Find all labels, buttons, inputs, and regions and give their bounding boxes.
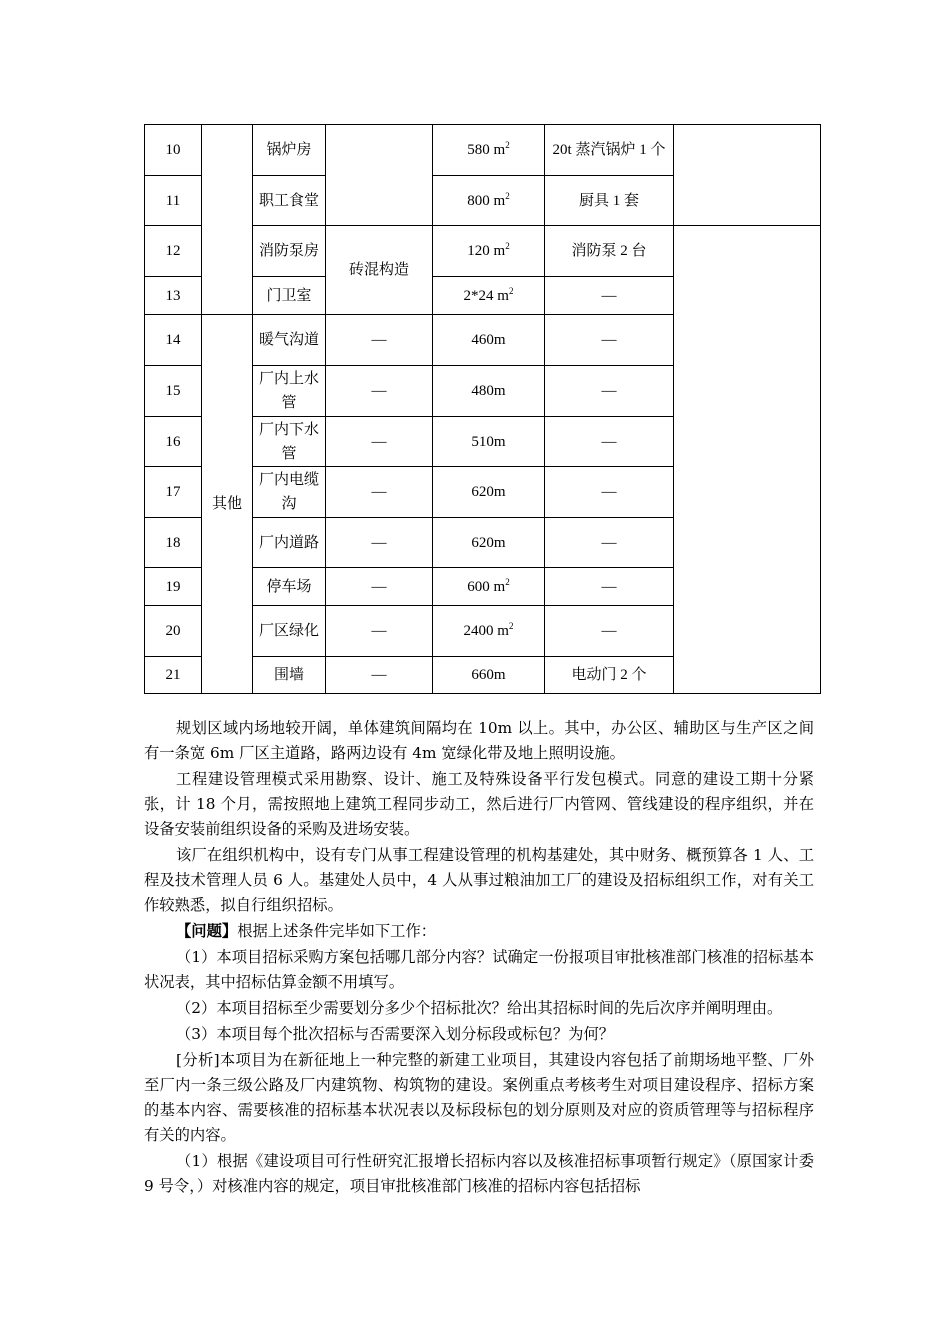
equipment-cell: — bbox=[545, 518, 674, 568]
row-number: 10 bbox=[145, 125, 202, 176]
facility-name: 厂内道路 bbox=[253, 518, 326, 568]
facility-name: 门卫室 bbox=[253, 277, 326, 315]
equipment-cell: 消防泵 2 台 bbox=[545, 226, 674, 277]
area-cell bbox=[433, 417, 545, 467]
area-cell bbox=[433, 277, 545, 315]
area-cell bbox=[433, 657, 545, 694]
area-value: 2*24 m bbox=[463, 287, 509, 304]
facility-table bbox=[144, 124, 821, 694]
area-cell bbox=[433, 125, 545, 176]
equipment-cell: 20t 蒸汽锅炉 1 个 bbox=[545, 125, 674, 176]
equipment-cell: 厨具 1 套 bbox=[545, 176, 674, 226]
paragraph-organization: 该厂在组织机构中，设有专门从事工程建设管理的机构基建处，其中财务、概预算各 1 人、工程及技术管理人员 6 人。基建处人员中，4 人从事过粮油加工厂的建设及招标组织工作，对有关工作较熟悉，拟自行组织招标。 bbox=[144, 846, 814, 914]
structure-cell-empty bbox=[326, 125, 433, 226]
area-cell bbox=[433, 176, 545, 226]
row-number: 19 bbox=[145, 568, 202, 606]
question-label: 【问题】 bbox=[176, 922, 238, 940]
structure-cell: — bbox=[326, 366, 433, 417]
question-1: （1）本项目招标采购方案包括哪几部分内容？试确定一份报项目审批核准部门核准的招标基本状况表，其中招标估算金额不用填写。 bbox=[144, 948, 814, 991]
row-number: 11 bbox=[145, 176, 202, 226]
area-cell bbox=[433, 518, 545, 568]
category-cell-empty bbox=[202, 125, 253, 315]
equipment-cell: — bbox=[545, 606, 674, 657]
facility-name: 厂内下水管 bbox=[253, 417, 326, 467]
structure-merged-cell: 砖混构造 bbox=[326, 226, 433, 315]
area-value: 460m bbox=[471, 332, 506, 348]
row-number: 16 bbox=[145, 417, 202, 467]
area-cell bbox=[433, 315, 545, 366]
facility-name: 厂内上水管 bbox=[253, 366, 326, 417]
area-value: 600 m bbox=[467, 578, 506, 595]
question-heading bbox=[144, 919, 814, 944]
structure-cell: — bbox=[326, 417, 433, 467]
area-unit-exponent: 2 bbox=[508, 621, 514, 631]
row-number: 13 bbox=[145, 277, 202, 315]
area-value: 800 m bbox=[467, 192, 506, 209]
paragraph-site: 规划区域内场地较开阔，单体建筑间隔均在 10m 以上。其中，办公区、辅助区与生产区之间有一条宽 6m 厂区主道路，路两边设有 4m 宽绿化带及地上照明设施。 bbox=[144, 719, 814, 762]
question-2: （2）本项目招标至少需要划分多少个招标批次？给出其招标时间的先后次序并阐明理由。 bbox=[176, 999, 783, 1017]
equipment-cell: — bbox=[545, 568, 674, 606]
body-text bbox=[144, 716, 814, 1200]
row-number: 21 bbox=[145, 657, 202, 694]
question-intro: 根据上述条件完毕如下工作： bbox=[237, 922, 437, 940]
equipment-cell: — bbox=[545, 366, 674, 417]
facility-name: 厂区绿化 bbox=[253, 606, 326, 657]
area-cell bbox=[433, 606, 545, 657]
area-cell bbox=[433, 568, 545, 606]
area-value: 480m bbox=[471, 383, 506, 399]
structure-cell: — bbox=[326, 315, 433, 366]
equipment-cell: 电动门 2 个 bbox=[545, 657, 674, 694]
area-unit-exponent: 2 bbox=[505, 241, 510, 251]
area-cell bbox=[433, 366, 545, 417]
answer-1-paragraph: （1）根据《建设项目可行性研究汇报增长招标内容以及核准招标事项暂行规定》（原国家计委 9 号令，）对核准内容的规定，项目审批核准部门核准的招标内容包括招标 bbox=[144, 1152, 814, 1195]
row-number: 12 bbox=[145, 226, 202, 277]
area-value: 620m bbox=[471, 484, 506, 500]
analysis-paragraph: [分析]本项目为在新征地上一种完整的新建工业项目，其建设内容包括了前期场地平整、厂外至厂内一条三级公路及厂内建筑物、构筑物的建设。案例重点考核考生对项目建设程序、招标方案的基本内容、需要核准的招标基本状况表以及标段标包的划分原则及对应的资质管理等与招标程序有关的内容。 bbox=[144, 1051, 814, 1144]
paragraph-management-mode: 工程建设管理模式采用勘察、设计、施工及特殊设备平行发包模式。同意的建设工期十分紧张，计 18 个月，需按照地上建筑工程同步动工，然后进行厂内管网、管线建设的程序组织，并在设备安装前组织设备的采购及进场安装。 bbox=[144, 770, 814, 838]
facility-name: 暖气沟道 bbox=[253, 315, 326, 366]
equipment-cell: — bbox=[545, 277, 674, 315]
area-value: 620m bbox=[471, 534, 506, 551]
area-cell bbox=[433, 467, 545, 518]
area-cell bbox=[433, 226, 545, 277]
row-number: 20 bbox=[145, 606, 202, 657]
equipment-cell: — bbox=[545, 417, 674, 467]
remark-cell bbox=[674, 226, 821, 694]
area-unit-exponent: 2 bbox=[505, 190, 510, 201]
area-unit-exponent: 2 bbox=[505, 576, 510, 587]
category-cell: 其他 bbox=[202, 315, 253, 694]
row-number: 14 bbox=[145, 315, 202, 366]
row-number: 17 bbox=[145, 467, 202, 518]
area-unit-exponent: 2 bbox=[508, 285, 514, 296]
row-number: 15 bbox=[145, 366, 202, 417]
facility-name: 职工食堂 bbox=[253, 176, 326, 226]
facility-name: 锅炉房 bbox=[253, 125, 326, 176]
facility-name: 停车场 bbox=[253, 568, 326, 606]
structure-cell: — bbox=[326, 518, 433, 568]
area-value: 120 m bbox=[467, 243, 506, 259]
area-unit-exponent: 2 bbox=[505, 140, 510, 150]
structure-cell: — bbox=[326, 568, 433, 606]
facility-name: 消防泵房 bbox=[253, 226, 326, 277]
area-value: 660m bbox=[471, 667, 506, 683]
structure-cell: — bbox=[326, 657, 433, 694]
area-value: 2400 m bbox=[463, 623, 509, 639]
equipment-cell: — bbox=[545, 315, 674, 366]
area-value: 510m bbox=[471, 433, 506, 450]
facility-name: 围墙 bbox=[253, 657, 326, 694]
equipment-cell: — bbox=[545, 467, 674, 518]
remark-cell bbox=[674, 125, 821, 226]
facility-name: 厂内电缆沟 bbox=[253, 467, 326, 518]
structure-cell: — bbox=[326, 606, 433, 657]
area-value: 580 m bbox=[467, 142, 506, 158]
table-row bbox=[145, 125, 821, 176]
row-number: 18 bbox=[145, 518, 202, 568]
structure-cell: — bbox=[326, 467, 433, 518]
question-3: （3）本项目每个批次招标与否需要深入划分标段或标包？为何？ bbox=[176, 1025, 615, 1043]
